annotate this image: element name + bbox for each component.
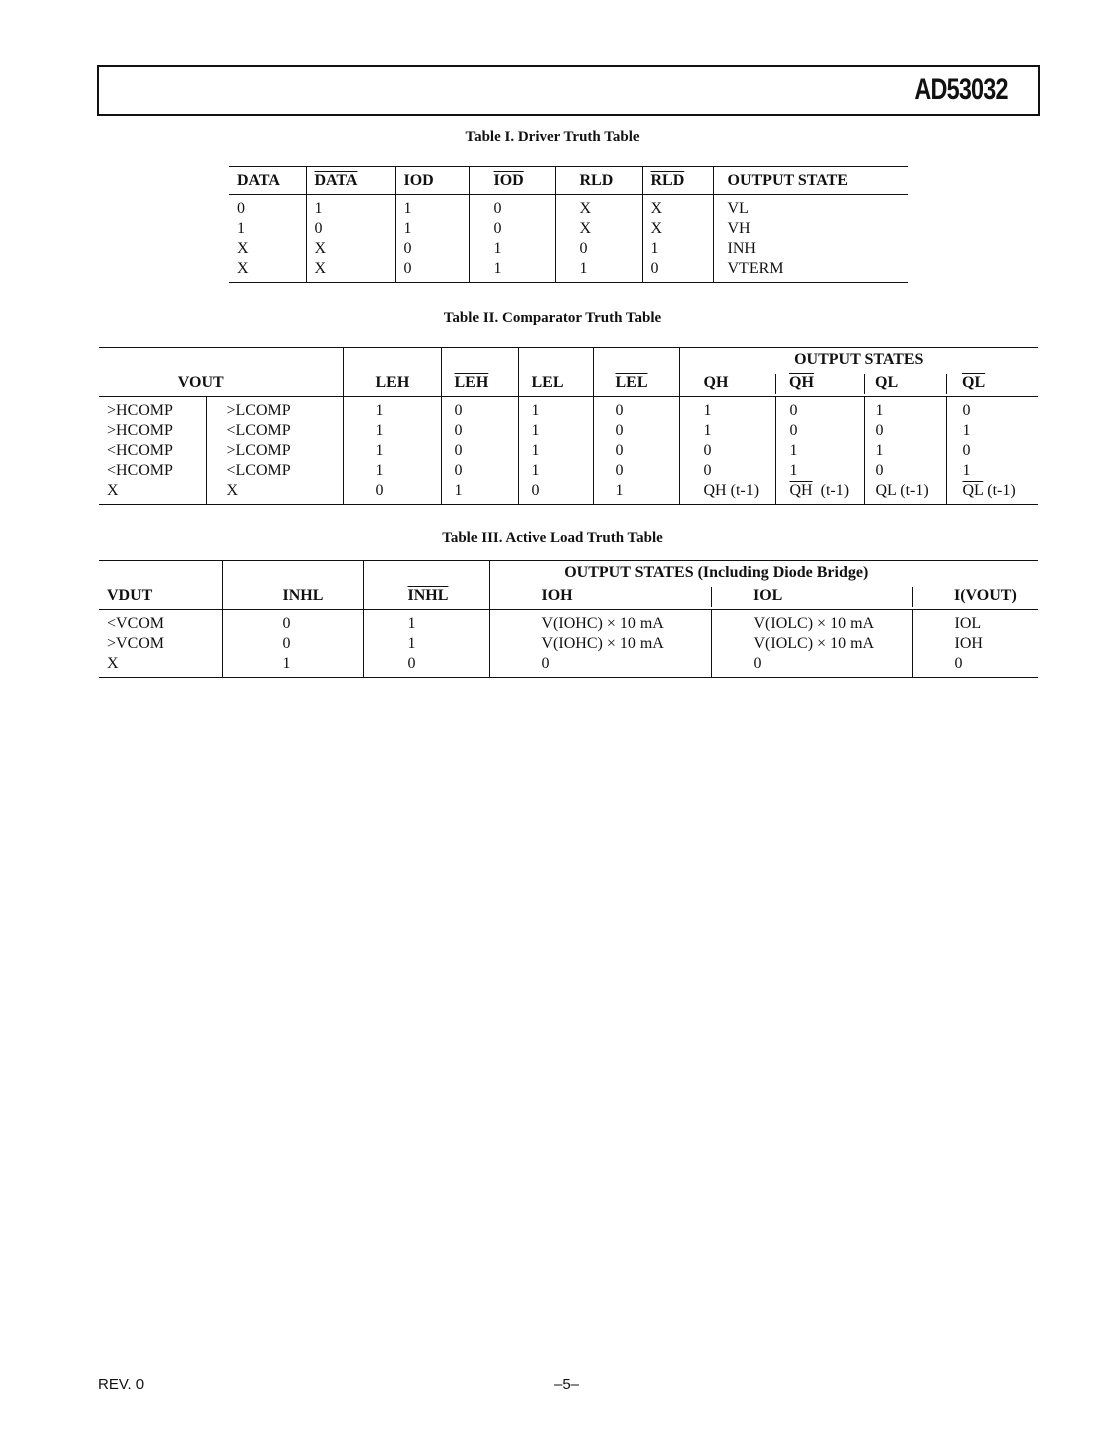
cell: 0 [946,397,1038,422]
cell: 0 [489,654,711,678]
col-header-leh-bar: $\overline{LEH}$ [441,370,518,397]
cell: 1 [555,259,642,283]
table3-title: Table III. Active Load Truth Table [442,530,663,546]
cell: X [642,219,713,239]
col-header-qh-bar: $\overline{QH}$ [775,370,864,397]
page-header-box [97,65,1040,116]
cell: VH [713,219,908,239]
cell: IOH [912,634,1038,654]
cell: 1 [593,481,679,505]
cell: V(IOHC) × 10 mA [489,634,711,654]
col-header-data-bar: DATA [306,167,395,195]
col-header-data: DATA [229,167,306,195]
cell: 0 [593,421,679,441]
cell: <LCOMP [206,461,343,481]
part-number: AD53032 [914,73,1008,106]
col-header-lel: LEL [518,370,593,397]
col-header-vdut: VDUT [99,583,222,610]
cell: <LCOMP [206,421,343,441]
cell: 0 [441,461,518,481]
output-states-group-header: OUTPUT STATES (Including Diode Bridge) [489,561,1038,584]
cell: 1 [222,654,363,678]
cell: QL (t-1) [864,481,946,505]
cell: V(IOHC) × 10 mA [489,610,711,635]
cell: 1 [518,421,593,441]
table-row [99,421,1038,441]
cell: X [642,195,713,220]
cell: <VCOM [107,615,165,632]
table-row [229,259,908,283]
cell: 0 [441,397,518,422]
col-header-ioh: IOH [489,583,711,610]
cell: X [306,239,395,259]
table-row [99,634,1038,654]
cell: 0 [912,654,1038,678]
cell: 0 [395,239,469,259]
cell: VTERM [713,259,908,283]
cell: V(IOLC) × 10 mA [711,610,912,635]
cell: 1 [363,610,489,635]
cell: 0 [775,421,864,441]
cell: 0 [222,610,363,635]
col-header-lel-bar: $\overline{LEL}$ [593,370,679,397]
cell: 0 [306,219,395,239]
cell: 1 [343,397,441,422]
col-header-output-state: OUTPUT STATE [713,167,908,195]
cell: 1 [395,219,469,239]
cell: >LCOMP [206,397,343,422]
cell-qh-bar-prev: $\overline{QH}$ (t-1) [775,481,864,505]
cell: 0 [679,441,775,461]
table-row [99,654,1038,678]
cell: X [206,481,343,505]
col-header-ql: QL [864,370,946,397]
cell: V(IOLC) × 10 mA [711,634,912,654]
driver-truth-table [229,166,908,283]
cell: QH (t-1) [679,481,775,505]
cell: 0 [441,421,518,441]
cell: 1 [679,421,775,441]
cell: 1 [679,397,775,422]
cell: 0 [946,441,1038,461]
cell: 0 [441,441,518,461]
cell: 1 [363,634,489,654]
page-number: –5– [554,1376,580,1393]
cell: <HCOMP [107,462,173,479]
table-row [99,481,1038,505]
cell: 1 [469,259,555,283]
active-load-truth-table [99,560,1038,678]
cell: 0 [237,200,245,217]
cell: 1 [518,441,593,461]
col-header-ql-bar: $\overline{QL}$ [946,370,1038,397]
cell: IOL [912,610,1038,635]
table-row [229,195,908,220]
cell: 1 [518,397,593,422]
cell: X [237,260,249,277]
cell: 0 [864,421,946,441]
cell: >HCOMP [107,402,173,419]
cell: INH [713,239,908,259]
cell: X [555,219,642,239]
cell: 0 [363,654,489,678]
col-header-iod-bar: $\overline{IOD}$ [469,167,555,195]
cell: 1 [642,239,713,259]
cell: 1 [343,461,441,481]
cell: X [107,655,119,672]
cell: 0 [642,259,713,283]
cell: 0 [679,461,775,481]
cell: 1 [775,461,864,481]
table-row [99,610,1038,635]
cell: 0 [593,441,679,461]
table-row [99,441,1038,461]
cell: >LCOMP [206,441,343,461]
cell: X [237,240,249,257]
col-header-rld-bar: $\overline{RLD}$ [642,167,713,195]
col-header-rld: RLD [555,167,642,195]
col-header-inhl: INHL [222,583,363,610]
cell: 0 [593,461,679,481]
table-row [99,397,1038,422]
cell: 0 [469,195,555,220]
cell: >HCOMP [107,422,173,439]
cell: 0 [555,239,642,259]
cell: X [306,259,395,283]
cell: 1 [775,441,864,461]
cell: 1 [864,441,946,461]
cell: 1 [441,481,518,505]
cell: 1 [237,220,245,237]
col-header-leh: LEH [343,370,441,397]
cell: 0 [775,397,864,422]
cell: >VCOM [107,635,165,652]
cell: 1 [343,421,441,441]
table-row [229,219,908,239]
cell: 1 [864,397,946,422]
cell: 0 [222,634,363,654]
cell: 1 [946,421,1038,441]
col-header-inhl-bar: INHL [363,583,489,610]
cell: 1 [946,461,1038,481]
col-header-i-vout: I(VOUT) [912,583,1038,610]
revision-label: REV. 0 [98,1376,145,1393]
cell: VL [713,195,908,220]
cell: 0 [518,481,593,505]
cell-ql-bar-prev: $\overline{QL}$ (t-1) [946,481,1038,505]
cell: 0 [864,461,946,481]
cell: 0 [593,397,679,422]
cell: 1 [518,461,593,481]
cell: X [555,195,642,220]
col-header-iol: IOL [711,583,912,610]
cell: <HCOMP [107,442,173,459]
cell: 0 [469,219,555,239]
col-header-vout: VOUT [99,370,343,397]
cell: 1 [306,195,395,220]
cell: 1 [469,239,555,259]
cell: 1 [343,441,441,461]
output-states-group-header: OUTPUT STATES [679,348,1038,371]
table1-title: Table I. Driver Truth Table [465,129,640,145]
col-header-qh: QH [679,370,775,397]
cell: 0 [711,654,912,678]
table-row [99,461,1038,481]
comparator-truth-table [99,347,1038,505]
cell: X [107,482,119,499]
cell: 0 [395,259,469,283]
cell: 1 [395,195,469,220]
col-header-iod: IOD [395,167,469,195]
cell: 0 [343,481,441,505]
table-row [229,239,908,259]
table2-title: Table II. Comparator Truth Table [443,310,662,326]
